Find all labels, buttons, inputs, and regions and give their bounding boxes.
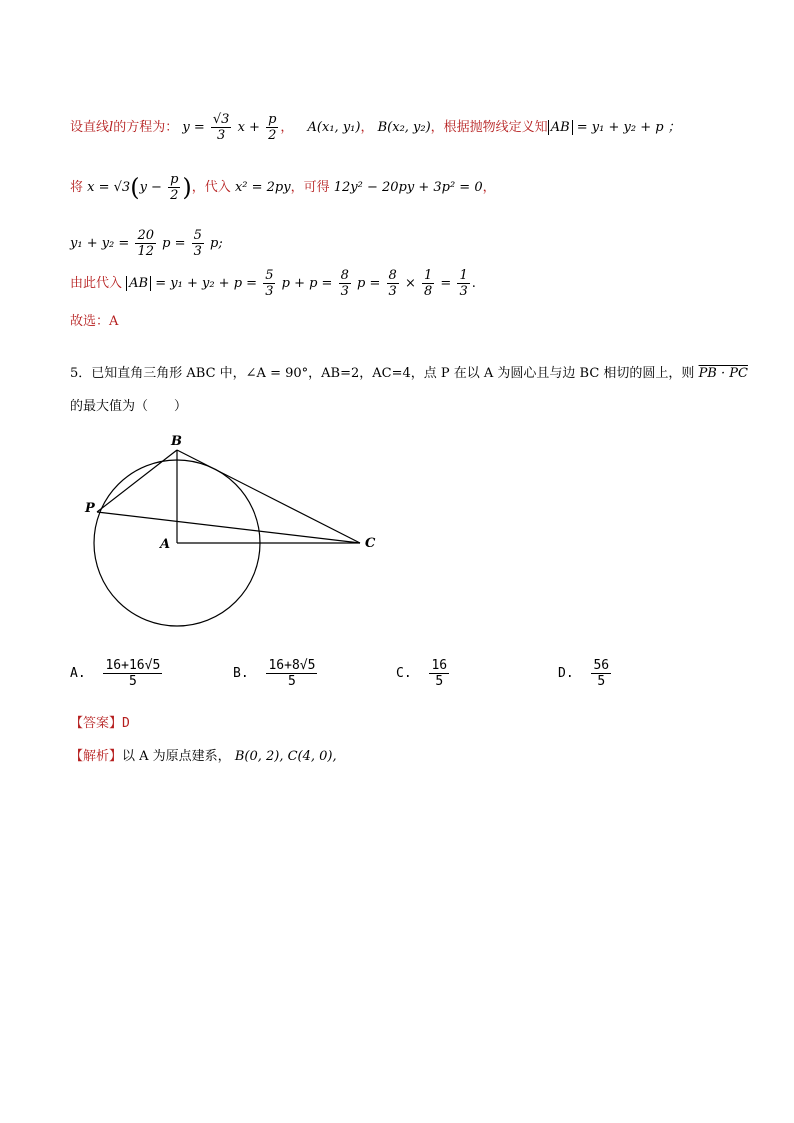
abs-ab: AB — [126, 276, 151, 291]
solution-line-4: 由此代入 AB = y₁ + y₂ + p = $\frac{5}{3}$ p + p = $\frac{8}{3}$ p = $\frac{8}{3}$ × $\frac{1}{8}$ = $\frac{1}{3}$ . — [70, 268, 476, 299]
answer-line — [70, 712, 130, 731]
eq-sum-y: y₁ + y₂ = — [70, 236, 130, 251]
segment-pb — [97, 450, 177, 512]
analysis-tag: 【解析】 — [70, 749, 123, 764]
eq-y: y = — [182, 120, 205, 135]
fraction-5-over-3: $\frac{5}{3}$ — [193, 228, 202, 259]
fraction-8-over-3-b: $\frac{8}{3}$ — [388, 268, 397, 299]
text-lead: 将 — [70, 180, 84, 195]
point-a: A(x₁, y₁) — [307, 120, 361, 135]
abs-ab: AB — [548, 120, 573, 135]
point-b: B(x₂, y₂) — [377, 120, 431, 135]
eq-parabola: x² = 2py — [234, 180, 291, 195]
text-get: ，可得 — [290, 180, 330, 195]
fraction-20-over-12: $\frac{20}{12}$ — [137, 228, 154, 259]
text-sub: ，代入 — [191, 180, 231, 195]
eq-quadratic: 12y² − 20py + 3p² = 0 — [333, 180, 483, 195]
label-a: A — [160, 537, 171, 552]
segment-bc — [177, 450, 360, 543]
question-5-line-1 — [70, 362, 748, 381]
vector-dot-product: PB · PC — [698, 366, 748, 381]
fraction-sqrt3-over-3: $\frac{√3}{3}$ — [212, 112, 230, 143]
answer-tag: 【答案】 — [70, 716, 123, 731]
option-a: A. $\frac{16+16√5}{5}$ — [70, 658, 161, 689]
segment-pc — [97, 512, 360, 543]
text-lead: 由此代入 — [70, 276, 123, 291]
question-5-line-2: 的最大值为（ ） — [70, 399, 188, 414]
label-b: B — [171, 434, 182, 449]
label-c: C — [365, 536, 376, 551]
solution-line-3: y₁ + y₂ = $\frac{20}{12}$ p = $\frac{5}{3}$ p; — [70, 228, 223, 259]
option-d: D. $\frac{56}{5}$ — [558, 658, 610, 689]
text-tail: ，根据抛物线定义知 — [430, 120, 548, 135]
text-lead: 设直线 — [70, 120, 110, 135]
text-eq-label: 的方程为： — [113, 120, 179, 135]
fraction-1-over-8: $\frac{1}{8}$ — [423, 268, 433, 299]
label-p: P — [85, 501, 95, 516]
answer-value: D — [122, 716, 130, 731]
fraction-5-over-3: $\frac{5}{3}$ — [265, 268, 274, 299]
fraction-8-over-3: $\frac{8}{3}$ — [340, 268, 349, 299]
analysis-text: 以 A 为原点建系， — [122, 749, 231, 764]
option-b: B. $\frac{16+8√5}{5}$ — [233, 658, 316, 689]
analysis-coords: B(0, 2), C(4, 0), — [234, 749, 337, 764]
solution-line-2: 将 x = √3(y − $\frac{p}{2}$ )，代入 x² = 2py，可得 12y² − 20py + 3p² = 0， — [70, 172, 496, 203]
option-c: C. $\frac{16}{5}$ — [396, 658, 448, 689]
eq-x: x + — [237, 120, 260, 135]
fraction-1-over-3: $\frac{1}{3}$ — [459, 268, 468, 299]
choice-line: 故选：A — [70, 314, 119, 329]
eq-x-sqrt3: x = √3 — [87, 180, 131, 195]
question-text: 5．已知直角三角形 ABC 中，∠A = 90°，AB=2，AC=4，点 P 在以 A 为圆心且与边 BC 相切的圆上，则 — [70, 366, 695, 381]
fraction-p-over-2: $\frac{p}{2}$ — [170, 172, 179, 203]
geometry-figure — [70, 430, 390, 640]
var-l: l — [109, 120, 114, 135]
fraction-p-over-2: $\frac{p}{2}$ — [268, 112, 277, 143]
analysis-line — [70, 745, 337, 764]
solution-line-1: 设直线l的方程为： y = $\frac{√3}{3}$ x + $\frac{p}{2}$ ， A(x₁, y₁)， B(x₂, y₂)，根据抛物线定义知 AB = y₁ + y₂ + p ； — [70, 112, 681, 143]
eq-result: = y₁ + y₂ + p ； — [576, 120, 681, 135]
